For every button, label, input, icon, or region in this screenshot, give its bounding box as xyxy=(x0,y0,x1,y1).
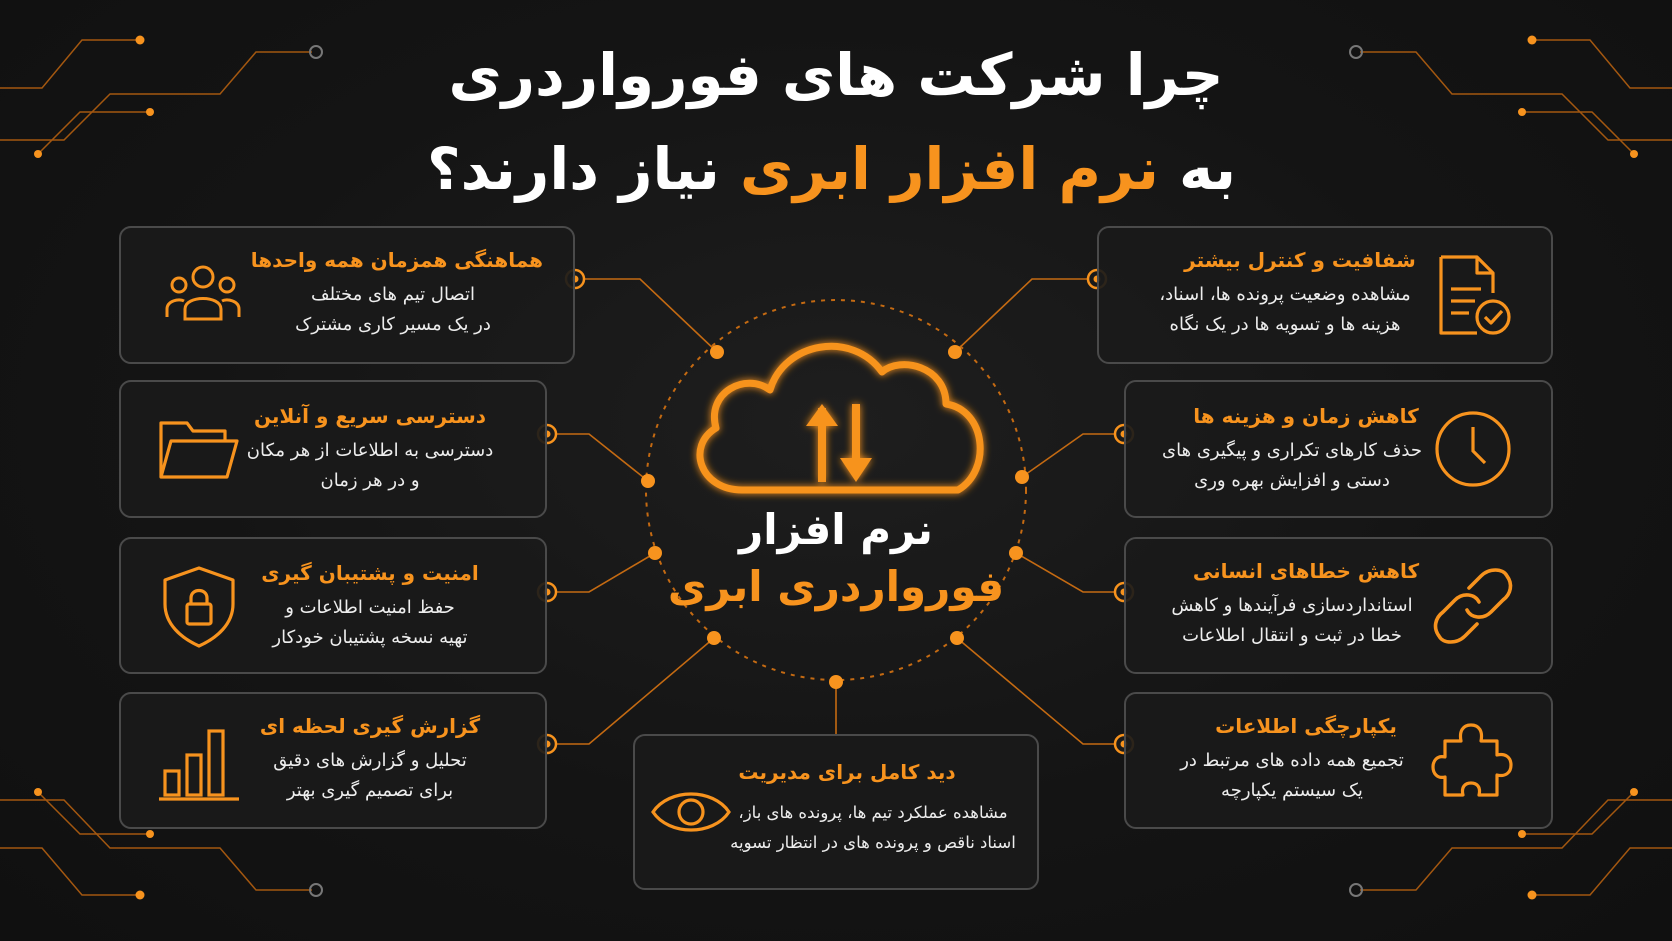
card-integration-line2: یک سیستم یکپارچه xyxy=(1221,780,1363,801)
card-access-line1: دسترسی به اطلاعات از هر مکان xyxy=(246,440,494,461)
page-title-line2 xyxy=(427,135,1236,203)
corner-traces-top-left xyxy=(0,40,312,154)
card-time xyxy=(1124,380,1553,518)
card-sync-title: هماهنگی همزمان همه واحدها xyxy=(250,248,543,272)
cloud-sync-icon xyxy=(700,346,980,490)
title-line2-pre: به xyxy=(1179,135,1236,203)
card-transparency-title: شفافیت و کنترل بیشتر xyxy=(1184,248,1416,272)
card-management-line2: اسناد ناقص و پرونده های در انتظار تسویه xyxy=(730,833,1016,852)
card-management xyxy=(633,734,1039,890)
card-access-title: دسترسی سریع و آنلاین xyxy=(253,404,487,428)
card-sync-line2: در یک مسیر کاری مشترک xyxy=(295,314,491,335)
card-access xyxy=(119,380,547,518)
card-security-line2: تهیه نسخه پشتیبان خودکار xyxy=(272,627,468,648)
card-sync-line1: اتصال تیم های مختلف xyxy=(310,284,476,305)
card-transparency xyxy=(1097,226,1553,364)
card-security xyxy=(119,537,547,674)
hub-title-line2: فورواردری ابری xyxy=(667,562,1005,611)
card-time-line2: دستی و افزایش بهره وری xyxy=(1194,470,1390,491)
card-sync xyxy=(119,226,575,364)
hub-title-line1: نرم افزار xyxy=(739,505,933,554)
card-errors-title: کاهش خطاهای انسانی xyxy=(1192,559,1420,583)
card-integration-title: یکپارچگی اطلاعات xyxy=(1215,714,1397,738)
card-errors-line1: استانداردسازی فرآیندها و کاهش xyxy=(1171,595,1413,616)
corner-traces-top-right xyxy=(1360,40,1672,154)
card-security-line1: حفظ امنیت اطلاعات و xyxy=(285,597,455,618)
card-reporting-line2: برای تصمیم گیری بهتر xyxy=(286,780,454,801)
card-transparency-line1: مشاهده وضعیت پرونده ها، اسناد، xyxy=(1159,284,1411,305)
card-management-title: دید کامل برای مدیریت xyxy=(738,760,956,784)
card-reporting xyxy=(119,692,547,829)
title-line2-highlight: نرم افزار ابری xyxy=(739,135,1159,203)
card-integration xyxy=(1124,692,1553,829)
card-time-line1: حذف کارهای تکراری و پیگیری های xyxy=(1162,440,1422,461)
card-errors xyxy=(1124,537,1553,674)
card-errors-line2: خطا در ثبت و انتقال اطلاعات xyxy=(1182,625,1402,646)
card-security-title: امنیت و پشتیبان گیری xyxy=(261,561,479,585)
card-management-line1: مشاهده عملکرد تیم ها، پرونده های باز، xyxy=(738,803,1008,822)
card-transparency-line2: هزینه ها و تسویه ها در یک نگاه xyxy=(1169,314,1401,335)
team-icon xyxy=(161,253,245,337)
card-reporting-line1: تحلیل و گزارش های دقیق xyxy=(273,750,467,771)
title-line2-post: نیاز دارند؟ xyxy=(427,135,720,203)
card-reporting-title: گزارش گیری لحظه ای xyxy=(259,714,481,738)
card-integration-line1: تجمیع همه داده های مرتبط در xyxy=(1180,750,1404,771)
page-title-line1: چرا شرکت های فورواردری xyxy=(448,41,1224,109)
card-access-line2: و در هر زمان xyxy=(320,470,420,491)
card-time-title: کاهش زمان و هزینه ها xyxy=(1193,404,1419,428)
